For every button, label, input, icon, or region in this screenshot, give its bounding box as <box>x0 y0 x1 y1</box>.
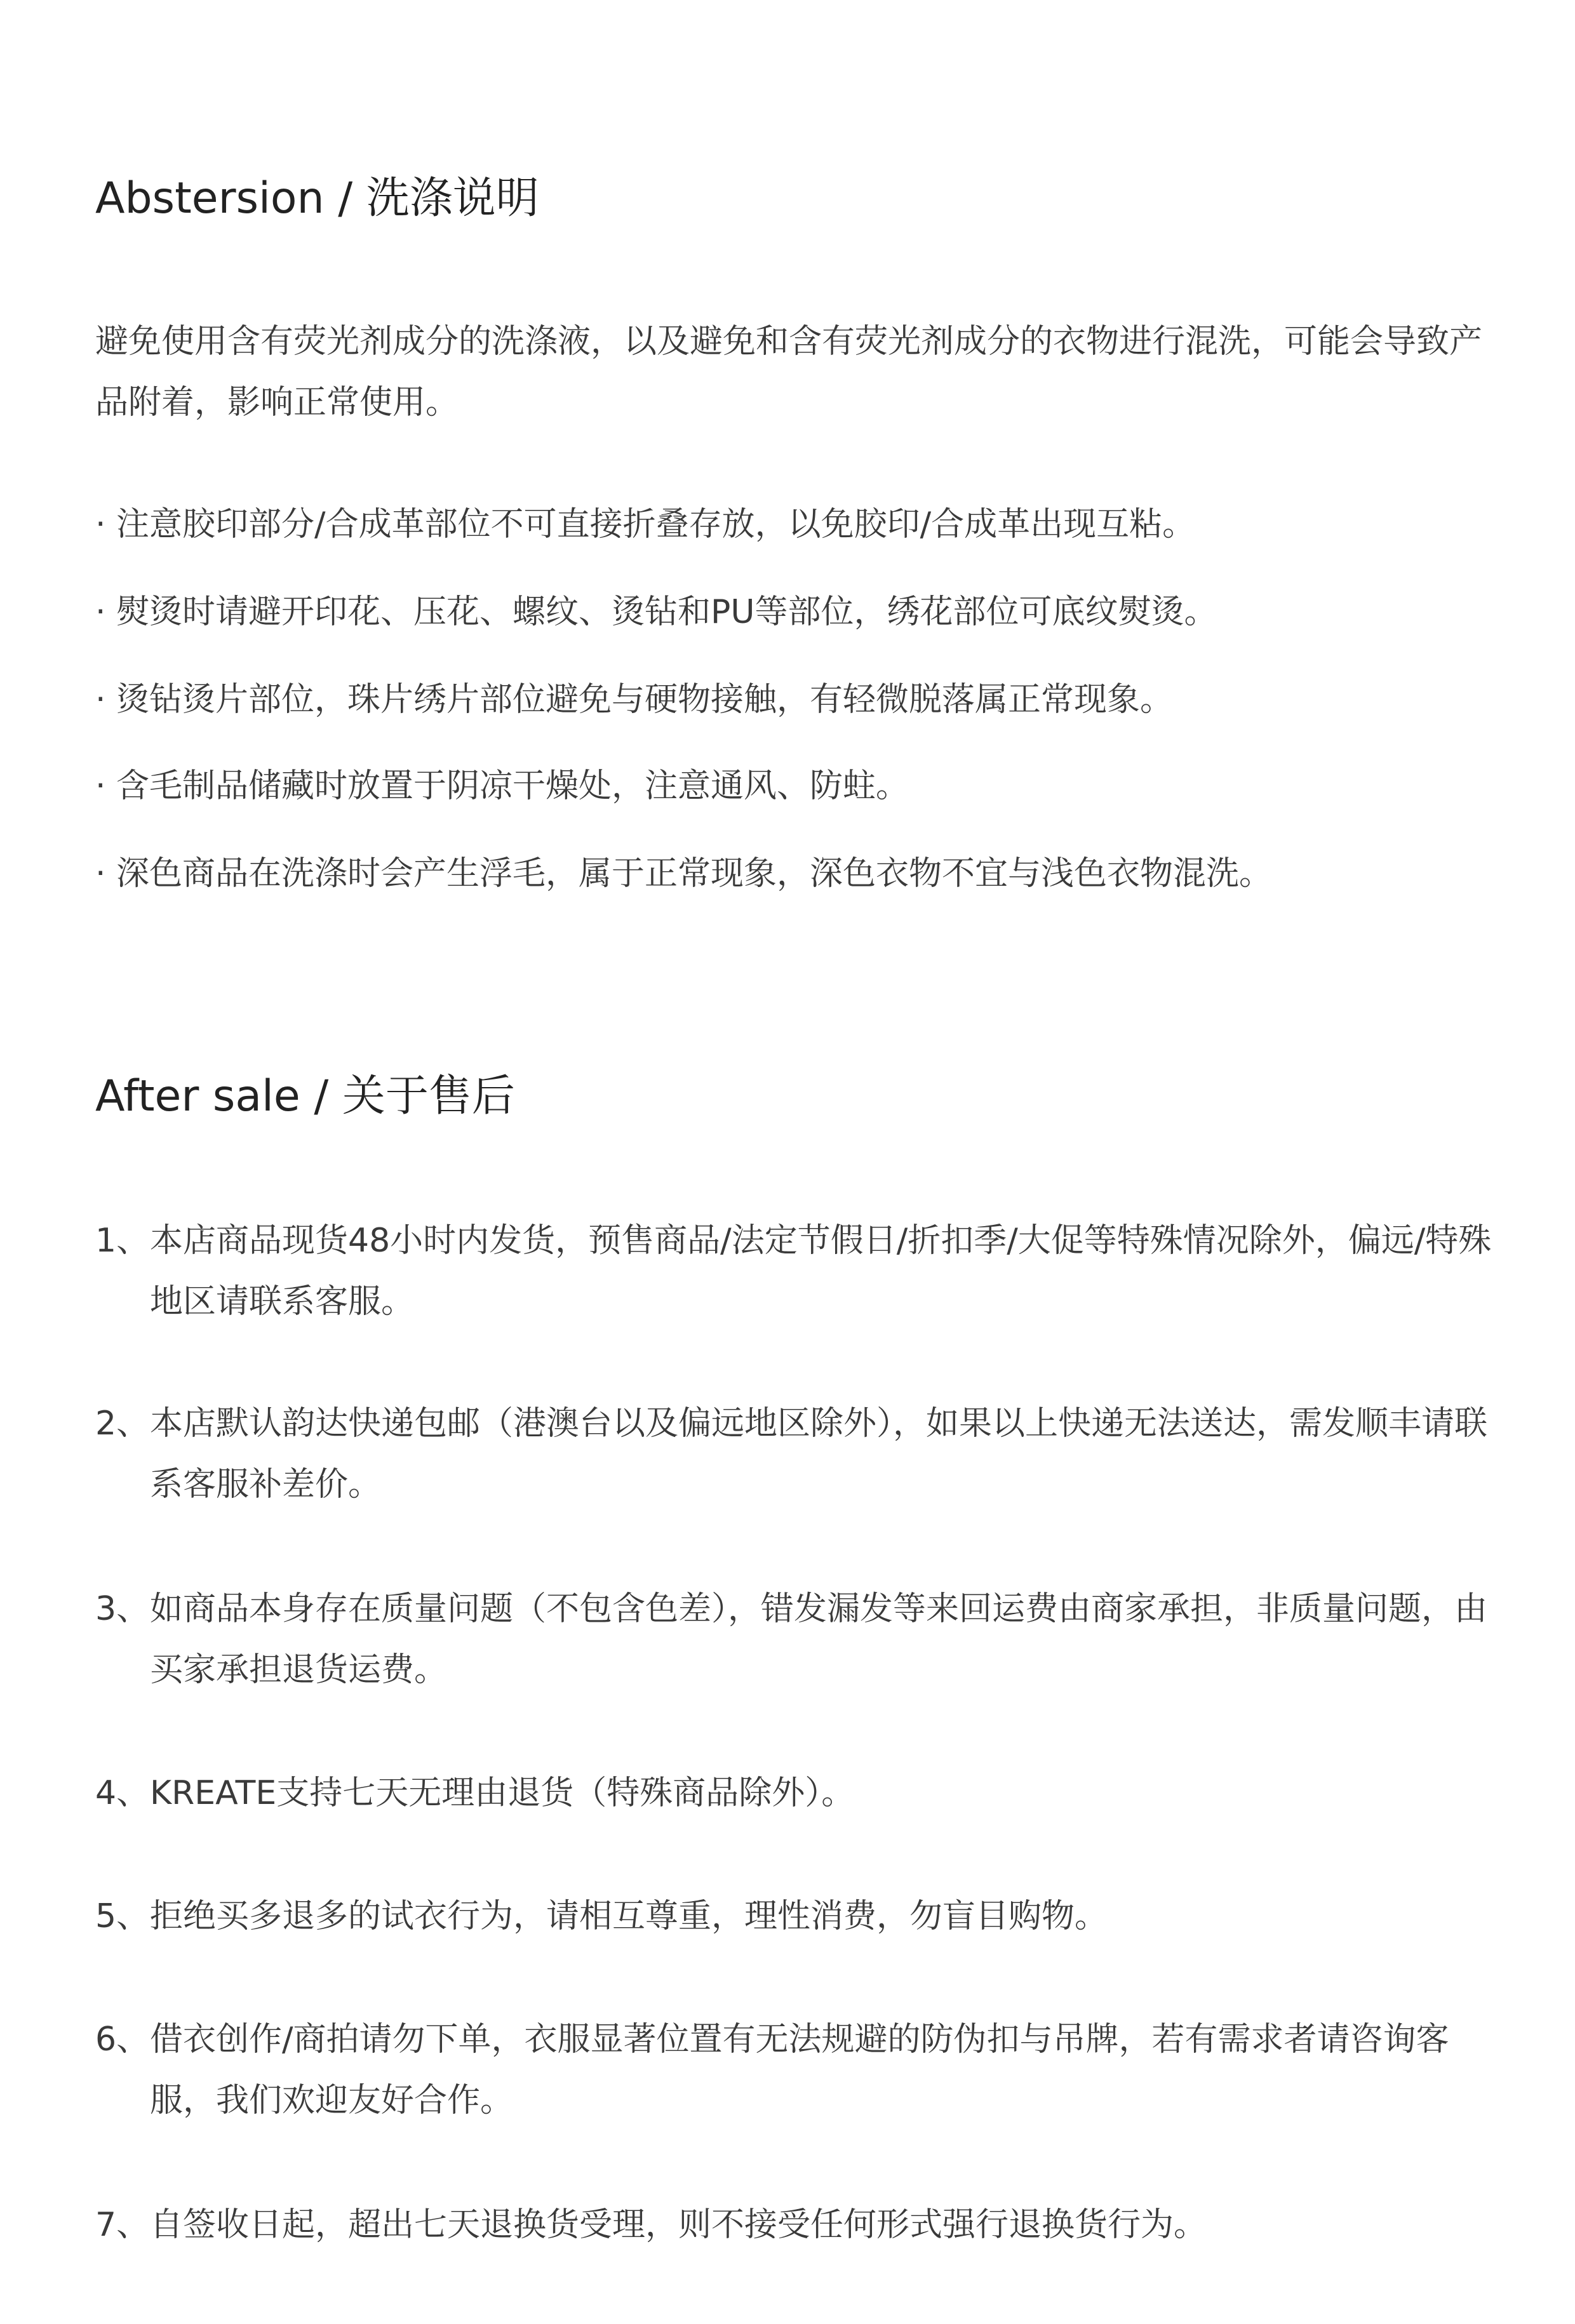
abstersion-bullet: · 烫钻烫片部位，珠片绣片部位避免与硬物接触，有轻微脱落属正常现象。 <box>95 681 1174 719</box>
item-text: 本店商品现货48小时内发货，预售商品/法定节假日/折扣季/大促等特殊情况除外，偏远/特殊地区请联系客服。 <box>150 1222 1492 1321</box>
after-sale-item <box>95 1210 1492 1332</box>
abstersion-bullet: · 熨烫时请避开印花、压花、螺纹、烫钻和PU等部位，绣花部位可底纹熨烫。 <box>95 593 1217 631</box>
item-text: 自签收日起，超出七天退换货受理，则不接受任何形式强行退换货行为。 <box>150 2206 1207 2244</box>
after-sale-item <box>95 2009 1492 2131</box>
item-number: 1、 <box>95 1222 150 1260</box>
item-number: 6、 <box>95 2020 150 2059</box>
abstersion-bullet: · 注意胶印部分/合成革部位不可直接折叠存放，以免胶印/合成革出现互粘。 <box>95 505 1196 544</box>
abstersion-bullet: · 含毛制品储藏时放置于阴凉干燥处，注意通风、防蛀。 <box>95 767 909 805</box>
item-text: KREATE支持七天无理由退货（特殊商品除外）。 <box>150 1774 855 1812</box>
item-text: 如商品本身存在质量问题（不包含色差），错发漏发等来回运费由商家承担，非质量问题，由买家承担退货运费。 <box>150 1590 1488 1689</box>
after-sale-title: After sale / 关于售后 <box>95 1071 515 1121</box>
item-number: 3、 <box>95 1590 150 1628</box>
item-number: 4、 <box>95 1774 150 1812</box>
after-sale-item <box>95 1579 1492 1700</box>
abstersion-title: Abstersion / 洗涤说明 <box>95 173 539 224</box>
item-text: 拒绝买多退多的试衣行为，请相互尊重，理性消费，勿盲目购物。 <box>150 1897 1108 1935</box>
item-text: 本店默认韵达快递包邮（港澳台以及偏远地区除外），如果以上快递无法送达，需发顺丰请联系客服补差价。 <box>150 1405 1488 1504</box>
item-number: 7、 <box>95 2206 150 2244</box>
after-sale-item <box>95 1886 1492 1947</box>
abstersion-intro: 避免使用含有荧光剂成分的洗涤液，以及避免和含有荧光剂成分的衣物进行混洗，可能会导致产品附着，影响正常使用。 <box>95 323 1483 422</box>
item-text: 借衣创作/商拍请勿下单，衣服显著位置有无法规避的防伪扣与吊牌，若有需求者请咨询客服，我们欢迎友好合作。 <box>150 2020 1449 2120</box>
abstersion-bullet: · 深色商品在洗涤时会产生浮毛，属于正常现象，深色衣物不宜与浅色衣物混洗。 <box>95 855 1273 893</box>
item-number: 5、 <box>95 1897 150 1935</box>
after-sale-item <box>95 1763 1492 1824</box>
after-sale-item <box>95 2194 1492 2255</box>
item-number: 2、 <box>95 1405 150 1443</box>
after-sale-item <box>95 1393 1492 1515</box>
